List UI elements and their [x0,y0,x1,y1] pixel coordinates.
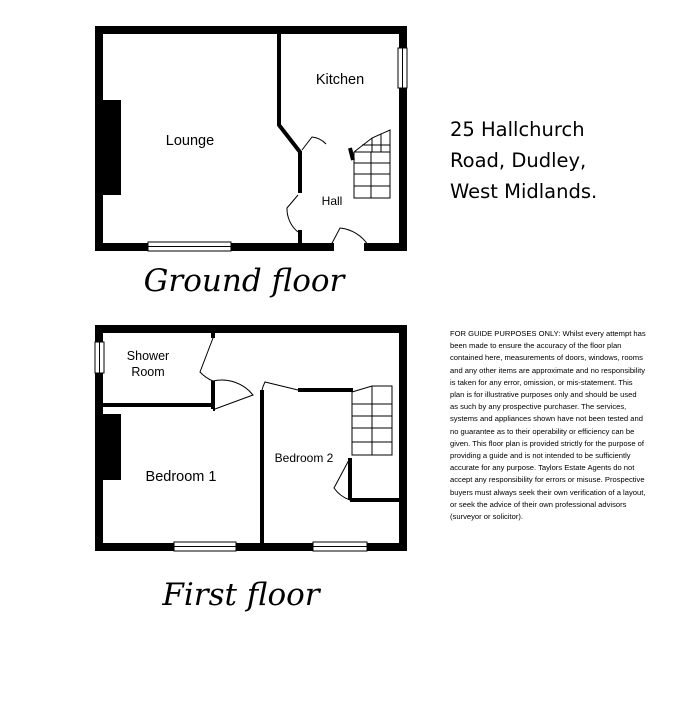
bedroom2-label: Bedroom 2 [274,451,334,465]
ground-floor-plan [99,30,407,251]
bedroom1-door-swing [213,380,253,409]
cupboard-door-swing [334,458,350,500]
shower-room-label-line1: Shower [126,349,170,363]
bedroom1-chimney-breast [103,414,121,480]
lounge-chimney-breast [103,100,121,195]
ground-floor-title: Ground floor [143,263,345,299]
address-line-1: 25 Hallchurch [450,118,585,141]
kitchen-door-swing [302,137,326,150]
property-address [450,114,680,207]
lounge-door-swing [287,195,298,232]
disclaimer-text: FOR GUIDE PURPOSES ONLY: Whilst every attempt has been made to ensure the accuracy of the floor plan contained here, measurements of doors, windows, rooms and any other items are approximate and no responsibility is taken for any error, omission, or mis-statement. This plan is for illustrative purposes only and should be used as such by any prospective purchaser. The services, systems and appliances shown have not been tested and no guarantee as to their operability or efficiency can be given. This floor plan is provided strictly for the purpose of providing a guide and is not intended to be sufficiently accurate for any purpose. Taylors Estate Agents do not accept any responsibility for errors or misuse. Prospective buyers must always seek their own verification of a layout, or seek the advice of their own professional advisors (surveyor or solicitor). [450,329,646,522]
kitchen-label: Kitchen [315,72,365,88]
ground-outer-walls [99,30,403,247]
shower-room-label-line2: Room [131,365,165,379]
address-line-3: West Midlands. [450,180,598,203]
hall-label: Hall [321,194,343,208]
first-floor-title: First floor [162,577,320,613]
first-doors [200,338,350,500]
first-stairs [352,386,392,455]
bedroom1-label: Bedroom 1 [145,469,217,485]
address-line-2: Road, Dudley, [450,149,587,172]
lounge-label: Lounge [165,133,215,149]
front-door-swing [330,228,368,247]
shower-room-door-swing [200,338,213,381]
bedroom2-door-swing [262,382,298,390]
ground-stairs [354,130,390,198]
